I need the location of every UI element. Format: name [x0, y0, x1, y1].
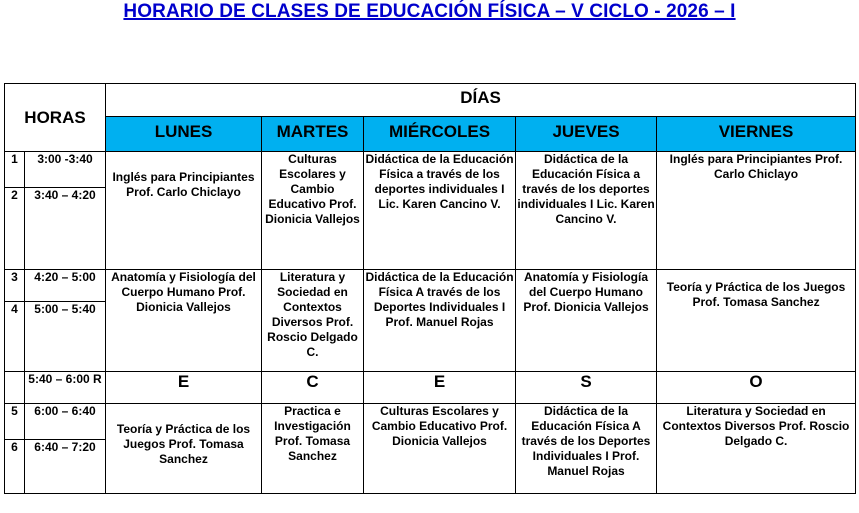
- class-cell-lunes: Teoría y Práctica de los Juegos Prof. Tomasa Sanchez: [106, 404, 262, 494]
- slot-number: 6: [5, 440, 25, 494]
- recess-letter: O: [657, 372, 856, 404]
- slot-number: 2: [5, 188, 25, 270]
- slot-number: 4: [5, 302, 25, 372]
- recess-letter: S: [516, 372, 657, 404]
- class-cell-lunes: Inglés para Principiantes Prof. Carlo Chiclayo: [106, 152, 262, 270]
- class-cell-viernes: Teoría y Práctica de los Juegos Prof. Tomasa Sanchez: [657, 270, 856, 372]
- slot-time: 6:00 – 6:40: [25, 404, 106, 440]
- class-cell-viernes: Inglés para Principiantes Prof. Carlo Chiclayo: [657, 152, 856, 270]
- day-header-miercoles: MIÉRCOLES: [364, 117, 516, 152]
- dias-header: DÍAS: [106, 84, 856, 117]
- class-cell-miercoles: Didáctica de la Educación Física a través de los deportes individuales I Lic. Karen Cancino V.: [364, 152, 516, 270]
- horas-header: HORAS: [5, 84, 106, 152]
- day-header-lunes: LUNES: [106, 117, 262, 152]
- class-cell-miercoles: Didáctica de la Educación Física A través de los Deportes Individuales I Prof. Manuel Rojas: [364, 270, 516, 372]
- class-cell-jueves: Didáctica de la Educación Física a través de los deportes individuales I Lic. Karen Cancino V.: [516, 152, 657, 270]
- slot-time-recess: 5:40 – 6:00 R: [25, 372, 106, 404]
- schedule-table: [4, 83, 856, 494]
- recess-letter: E: [106, 372, 262, 404]
- class-cell-martes: Literatura y Sociedad en Contextos Diversos Prof. Roscio Delgado C.: [262, 270, 364, 372]
- slot-number: 3: [5, 270, 25, 302]
- slot-time: 5:00 – 5:40: [25, 302, 106, 372]
- recess-letter: C: [262, 372, 364, 404]
- day-header-jueves: JUEVES: [516, 117, 657, 152]
- class-cell-miercoles: Culturas Escolares y Cambio Educativo Prof. Dionicia Vallejos: [364, 404, 516, 494]
- slot-time: 3:40 – 4:20: [25, 188, 106, 270]
- class-cell-viernes: Literatura y Sociedad en Contextos Diversos Prof. Roscio Delgado C.: [657, 404, 856, 494]
- recess-letter: E: [364, 372, 516, 404]
- page-title: HORARIO DE CLASES DE EDUCACIÓN FÍSICA – V CICLO - 2026 – I: [123, 1, 736, 22]
- class-cell-martes: Culturas Escolares y Cambio Educativo Prof. Dionicia Vallejos: [262, 152, 364, 270]
- class-cell-martes: Practica e Investigación Prof. Tomasa Sanchez: [262, 404, 364, 494]
- class-cell-lunes: Anatomía y Fisiología del Cuerpo Humano Prof. Dionicia Vallejos: [106, 270, 262, 372]
- slot-time: 3:00 -3:40: [25, 152, 106, 188]
- day-header-viernes: VIERNES: [657, 117, 856, 152]
- slot-number: 5: [5, 404, 25, 440]
- slot-number: 1: [5, 152, 25, 188]
- class-cell-jueves: Anatomía y Fisiología del Cuerpo Humano Prof. Dionicia Vallejos: [516, 270, 657, 372]
- slot-time: 6:40 – 7:20: [25, 440, 106, 494]
- day-header-martes: MARTES: [262, 117, 364, 152]
- slot-time: 4:20 – 5:00: [25, 270, 106, 302]
- slot-number: [5, 372, 25, 404]
- class-cell-jueves: Didáctica de la Educación Física A través de los Deportes Individuales I Prof. Manuel Rojas: [516, 404, 657, 494]
